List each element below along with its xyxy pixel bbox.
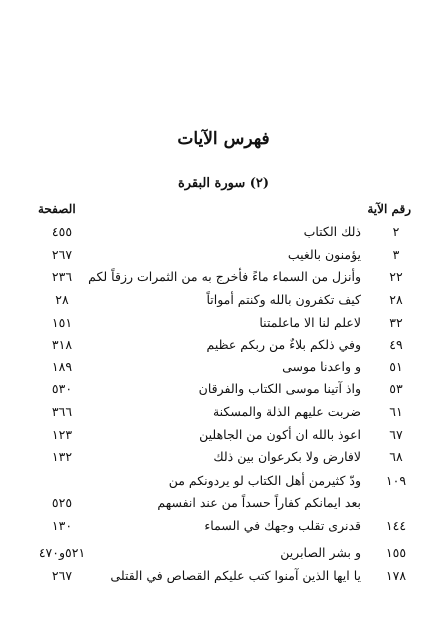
verse-number: ٢٢ [389, 269, 403, 284]
verse-text: وفي ذلكم بلاءٌ من ربكم عظيم [206, 337, 361, 352]
index-row [0, 315, 447, 337]
page-number: ١٥١ [51, 315, 73, 330]
index-row [0, 495, 447, 517]
verse-text: اعوذ بالله ان أكون من الجاهلين [199, 427, 361, 442]
page-title: فهرس الآيات [177, 129, 270, 149]
verse-text: يؤمنون بالغيب [287, 247, 361, 262]
index-row [0, 449, 447, 471]
verse-number: ٢ [392, 224, 400, 239]
verse-text: بعد ايمانكم كفاراً حسداً من عند انفسهم [157, 495, 361, 510]
verse-text: ذلك الكتاب [303, 224, 361, 239]
verse-number: ١٧٨ [385, 568, 407, 583]
verse-text: و واعدنا موسى [282, 359, 361, 374]
index-row [0, 381, 447, 403]
verse-text: كيف تكفرون بالله وكنتم أمواتاً [206, 292, 361, 307]
index-row [0, 404, 447, 426]
verse-number: ٢٨ [389, 292, 403, 307]
verse-text: و بشر الصابرين [280, 545, 361, 560]
verse-number: ٦٨ [389, 449, 403, 464]
page-number: ٥٢١و٤٧٠ [38, 545, 86, 560]
verse-number: ٦١ [389, 404, 403, 419]
verse-number: ٦٧ [389, 427, 403, 442]
page-number: ٢٣٦ [51, 269, 73, 284]
surah-heading: (٢) سورة البقرة [177, 176, 270, 191]
verse-text: واذ آتينا موسى الكتاب والفرقان [198, 381, 361, 396]
page-number: ٢٦٧ [51, 568, 73, 583]
index-row [0, 292, 447, 314]
index-row [0, 337, 447, 359]
verse-number: ١٠٩ [385, 473, 407, 488]
page-number: ٣٦٦ [51, 404, 73, 419]
index-row [0, 269, 447, 291]
verse-number: ٣٢ [389, 315, 403, 330]
index-row [0, 568, 447, 590]
verse-number: ٥١ [389, 359, 403, 374]
verse-text: قدنرى تقلب وجهك في السماء [204, 518, 361, 533]
index-row [0, 427, 447, 449]
index-row [0, 247, 447, 269]
verse-text: ودّ كثيرمن أهل الكتاب لو يردونكم من [168, 473, 361, 488]
verse-text: يا ايها الذين آمنوا كتب عليكم القصاص في القتلى [110, 568, 361, 583]
page-number: ١٣٢ [51, 449, 73, 464]
page-number: ١٣٠ [51, 518, 73, 533]
verse-text: وأنزل من السماء ماءً فأخرج به من الثمرات رزقاً لكم [88, 269, 361, 284]
index-row [0, 545, 447, 567]
verse-text: ضربت عليهم الذلة والمسكنة [212, 404, 361, 419]
verse-text: لاعلم لنا الا ماعلمتنا [259, 315, 361, 330]
page-number: ٣١٨ [51, 337, 73, 352]
page-number: ٢٨ [55, 292, 69, 307]
index-row [0, 473, 447, 495]
page-header: الصفحة [38, 202, 76, 216]
page-number: ٤٥٥ [51, 224, 73, 239]
index-row [0, 224, 447, 246]
verse-text: لافارض ولا بكرعوان بين ذلك [213, 449, 361, 464]
verse-number-header: رقم الآية [367, 202, 411, 216]
index-row [0, 359, 447, 381]
page-number: ١٢٣ [51, 427, 73, 442]
verse-number: ٣ [392, 247, 400, 262]
page-number: ٥٣٠ [51, 381, 73, 396]
index-row [0, 518, 447, 540]
page-number: ١٨٩ [51, 359, 73, 374]
verse-number: ٤٩ [389, 337, 403, 352]
page-number: ٥٢٥ [51, 495, 73, 510]
verse-number: ٥٣ [389, 381, 403, 396]
page-number: ٢٦٧ [51, 247, 73, 262]
verse-number: ١٥٥ [385, 545, 407, 560]
verse-number: ١٤٤ [385, 518, 407, 533]
